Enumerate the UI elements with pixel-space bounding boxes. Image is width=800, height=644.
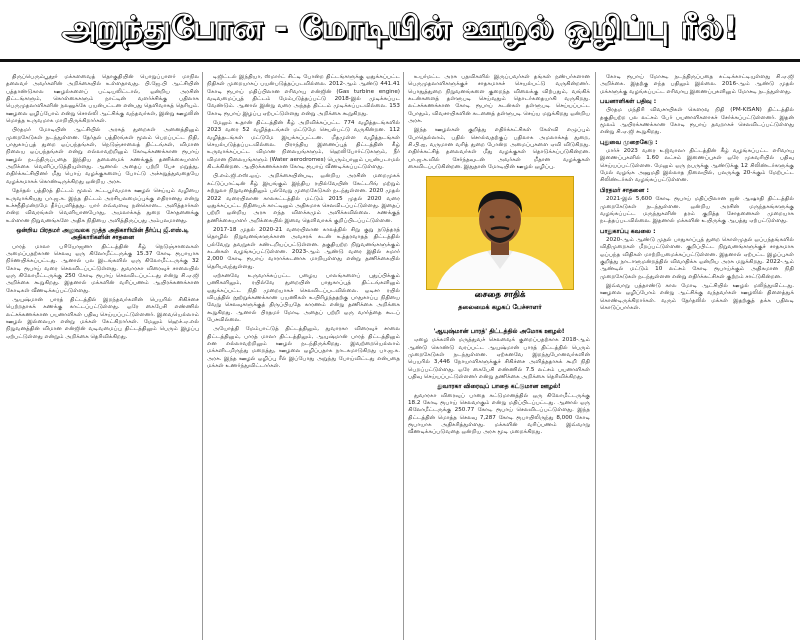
section-subheading: 'ஆயுஷ்மான் பாரத்' திட்டத்தில் அமோக ஊழல்! bbox=[433, 328, 565, 335]
article-paragraph: மேலும் உதான் திட்டத்தின் கீழ் அறிவிக்கப்பட்ட 774 வழித்தடங்களில் 2023 வரை 52 வழித்தடங்கள் மட்டுமே செயல்பட்டு வருகின்றன. 112 வழித்தடங்கள் மட்டுமே இயக்கப்பட்டன. மீதமுள்ள வழித்தடங்கள் செயல்படுத்தப்படவில்லை. பிராந்திய இணைப்புத் திட்டத்தின் கீழ் உருவாக்கப்பட்ட விமான நிலையங்களும், ஹெலிபோர்ட்டுகளும், நீர் விமான நிலையங்களும் (Water aerodromes) பெரும்பாலும் பயன்படாமல் கிடக்கின்றன. ஆயிரக்கணக்கான கோடி ரூபாய் வீணடிக்கப்பட்டுள்ளது. bbox=[207, 120, 400, 171]
headline-text: அறுந்துபோன - மோடியின் ஊழல் ஒழிப்பு ரீல்! bbox=[61, 9, 739, 46]
article-column-1 bbox=[6, 74, 199, 640]
author-photo bbox=[426, 176, 574, 290]
section-subheading: பாதுகாப்பு கவலை : bbox=[600, 227, 656, 235]
author-photo-box bbox=[408, 172, 590, 324]
column-divider bbox=[595, 72, 596, 640]
article-paragraph: டிஜிட்டல் இந்தியா, ஸ்மார்ட் சிட்டி போன்ற திட்டங்களுக்கு ஒதுக்கப்பட்ட நிதிகள் முறையாகப் பயன்படுத்தப்படவில்லை. 2012-ஆம் ஆண்டு 441.41 கோடி ரூபாய் மதிப்பிலான எரிவாயு என்ஜின் (Gas turbine engine) வடிவமைப்புத் திட்டம் மேம்படுத்தப்பட்டு 2018-இல் முடிக்கப்பட வேண்டும். ஆனால் இன்று வரை அந்தத் திட்டம் முடிக்கப்படவில்லை. 153 கோடி ரூபாய் இழப்பு ஏற்பட்டுள்ளது என்று அறிக்கை கூறுகிறது. bbox=[207, 74, 400, 117]
article-paragraph: ஏழை மக்களின் மருத்துவச் செலவைக் குறைப்பதற்காக 2018-ஆம் ஆண்டு கொண்டு வரப்பட்ட ஆயுஷ்மான் பாரத் திட்டத்தில் பெரும் முறைகேடுகள் நடந்துள்ளன. ஏற்கனவே இறந்துபோனவர்களின் பெயரில் 3,446 நோயாளிகளுக்குச் சிகிச்சை அளித்ததாகக் கூறி நிதி பெறப்பட்டுள்ளது. ஒரே கைபேசி எண்ணில் 7.5 லட்சம் பயனாளிகள் பதிவு செய்யப்பட்டுள்ளனர் என்று தணிக்கை அறிக்கை தெரிவிக்கிறது. bbox=[408, 337, 590, 381]
article-paragraph: பிரதமர் மோடியின் ஆட்சியில் அரசுத் துறைகள் அனைத்திலும் முறைகேடுகள் நடந்துள்ளன. தேர்தல் பத்திரங்கள் மூலம் பெறப்பட்ட நிதி, பாதுகாப்புத் துறை ஒப்பந்தங்கள், நெடுஞ்சாலைத் திட்டங்கள், விமான நிலைய ஒப்பந்தங்கள் என்று எல்லாவற்றிலும் கோடிக்கணக்கான ரூபாய் ஊழல் நடந்திருப்பதை இந்திய தலைமைக் கணக்குத் தணிக்கையாளர் அறிக்கை வெளிப்படுத்தியுள்ளது. ஆனால் அதைப் பற்றி பேச மறுத்து, எதிர்க்கட்சியினர் மீது பொய் வழக்குகளைப் போட்டு அச்சுறுத்துவதையே வழக்கமாகக் கொண்டிருக்கிறது ஒன்றிய அரசு. bbox=[6, 127, 199, 185]
article-paragraph: பிரதம மந்திரி விவசாயிகள் கௌரவ நிதி (PM-KISAN) திட்டத்தில் தகுதியற்ற பல லட்சம் பேர் பயனாளிகளாகச் சேர்க்கப்பட்டுள்ளனர். இதன் மூலம் ஆயிரக்கணக்கான கோடி ரூபாய் தவறாகச் செலவிடப்பட்டுள்ளது என்று சி.ஏ.ஜி கூறுகிறது. bbox=[600, 107, 794, 136]
section-subheading: பிரதமர் சாதனை : bbox=[600, 186, 649, 194]
column-divider bbox=[403, 72, 404, 640]
article-paragraph: துவாரகா விரைவுப் பாதை கட்டுமானத்தில் ஒரு கிலோமீட்டருக்கு 18.2 கோடி ரூபாய் செலவாகும் என்று மதிப்பிடப்பட்டது. ஆனால் ஒரு கிலோமீட்டருக்கு 250.77 கோடி ரூபாய் செலவிடப்பட்டுள்ளது. இந்த திட்டத்தின் மொத்த செலவு 7,287 கோடி ரூபாயிலிருந்து 8,000 கோடி ரூபாயாக அதிகரித்துள்ளது. மக்களின் வரிப்பணம் இவ்வாறு வீணடிக்கப்படுவதை ஒன்றிய அரசு மூடி மறைக்கிறது. bbox=[408, 392, 590, 436]
article-paragraph: இந்த ஊழல்கள் குறித்து எதிர்க்கட்சிகள் கேள்வி எழுப்பும் போதெல்லாம், பதில் சொல்வதற்குப் பதிலாக அமலாக்கத் துறை, சி.பி.ஐ, வருமான வரித் துறை போன்ற அமைப்புகளை ஏவி விடுகிறது. எதிர்க்கட்சித் தலைவர்கள் மீது வழக்குகள் தொடுக்கப்படுகின்றன. பா.ஜ.க.வில் சேர்ந்தவுடன் அவர்கள் மீதான வழக்குகள் கைவிடப்படுகின்றன. இதுதான் மோடியின் ஊழல் ஒழிப்பு. bbox=[408, 127, 590, 170]
article-column-2 bbox=[207, 74, 400, 640]
article-paragraph: இவ்வாறு பத்தாண்டு கால மோடி ஆட்சியில் ஊழல் மலிந்துவிட்டது. ஊழலை ஒழிப்போம் என்று ஆட்சிக்கு வந்தவர்கள் ஊழலில் திளைத்துக் கொண்டிருக்கிறார்கள். வரும் தேர்தலில் மக்கள் இதற்குத் தக்க பதிலடி கொடுப்பார்கள். bbox=[600, 282, 794, 311]
article-paragraph: மார்ச் 2023 வரை உஜ்வாலா திட்டத்தின் கீழ் வழங்கப்பட்ட எரிவாயு இணைப்புகளில் 1.60 லட்சம் இணைப்புகள் ஒரே முகவரியில் பதிவு செய்யப்பட்டுள்ளன. மேலும் ஒரு நபருக்கு ஆண்டுக்கு 12 சிலிண்டர்களுக்கு மேல் வழங்க அனுமதி இல்லாத நிலையில், பலருக்கு 20-க்கும் மேற்பட்ட சிலிண்டர்கள் வழங்கப்பட்டுள்ளன. bbox=[600, 148, 794, 184]
article-paragraph: ஆயுஷ்மான் பாரத் திட்டத்தில் இறந்தவர்களின் பெயரில் சிகிச்சை பெற்றதாகக் கணக்கு காட்டப்பட்டுள்ளது. ஒரே கைபேசி எண்ணில் லட்சக்கணக்கான பயனாளிகள் பதிவு செய்யப்பட்டுள்ளனர். இவையெல்லாம் ஊழல் இல்லையா என்று மக்கள் கேட்கிறார்கள். மேலும் ஹெச்.ஏ.எல் நிறுவனத்தின் விமான என்ஜின் வடிவமைப்பு திட்டத்திலும் பெரும் இழப்பு ஏற்பட்டுள்ளது என்றும் அறிக்கை தெரிவிக்கிறது. bbox=[6, 296, 199, 340]
article-paragraph: 2020-ஆம் ஆண்டு முதல் பாதுகாப்புத் துறை கொள்முதல் ஒப்பந்தங்களில் விதிமுறைகள் மீறப்பட்டுள்ளன. குறிப்பிட்ட நிறுவனங்களுக்குச் சாதகமாக ஒப்பந்த விதிகள் மாற்றியமைக்கப்பட்டுள்ளன. இதனால் ஏற்பட்ட இழப்புகள் குறித்து நாடாளுமன்றத்தில் விவாதிக்க ஒன்றிய அரசு மறுக்கிறது. 2022-ஆம் ஆண்டில் மட்டும் 10 லட்சம் கோடி ரூபாய்க்கும் அதிகமான நிதி முறைகேடுகள் நடந்துள்ளன என்று எதிர்க்கட்சிகள் குற்றம் சாட்டுகின்றன. bbox=[600, 236, 794, 280]
article-column-3-top bbox=[408, 74, 590, 170]
headline-banner bbox=[0, 0, 800, 62]
article-paragraph: பாரத் மாலா பரியோஜனா திட்டத்தின் கீழ் நெடுஞ்சாலைகள் அமைப்பதற்கான செலவு ஒரு கிலோமீட்டருக்கு 15.37 கோடி ரூபாயாக நிர்ணயிக்கப்பட்டது. ஆனால் பல இடங்களில் ஒரு கிலோமீட்டருக்கு 32 கோடி ரூபாய் வரை செலவிடப்பட்டுள்ளது. துவாரகா விரைவுச் சாலையில் ஒரு கிலோமீட்டருக்கு 250 கோடி ரூபாய் செலவிடப்பட்டது என்று சி.ஏ.ஜி அறிக்கை கூறுகிறது. இதனால் மக்களின் வரிப்பணம் ஆயிரக்கணக்கான கோடிகள் வீணடிக்கப்பட்டுள்ளது. bbox=[6, 243, 199, 294]
article-paragraph: அயோத்தி மேம்பாட்டுத் திட்டத்திலும், துவாரகா விரைவுச் சாலை திட்டத்திலும், பாரத் மாலா திட்டத்திலும், ஆயுஷ்மான் பாரத் திட்டத்திலும் என எல்லாவற்றிலும் ஊழல் நடந்திருக்கிறது. இவற்றையெல்லாம் மக்களிடமிருந்து மறைத்து, ஊழலை ஒழிப்பதாக நாடகமாடுகிறது பா.ஜ.க. அரசு. இந்த ஊழல் ஒழிப்பு ரீல் இப்போது அறுந்து போய்விட்டது என்பதை மக்கள் உணர்ந்துவிட்டார்கள். bbox=[207, 326, 400, 370]
article-paragraph: உயர்மட்ட அரசு பதவிகளில் இருப்பவர்கள் தங்கள் நண்பர்களான பெருமுதலாளிகளுக்குச் சாதகமாகச் செயல்பட்டு வருகின்றனர். பொதுத்துறை நிறுவனங்களை குறைந்த விலைக்கு விற்பதும், வங்கிக் கடன்களைத் தள்ளுபடி செய்வதும் தொடர்கதையாகி வருகிறது. லட்சக்கணக்கான கோடி ரூபாய் கடன்கள் தள்ளுபடி செய்யப்பட்ட போதும், விவசாயிகளின் கடனைத் தள்ளுபடி செய்ய மறுக்கிறது ஒன்றிய அரசு. bbox=[408, 74, 590, 125]
section-subheading: துவாரகா விரைவுப் பாதை கட்டுமான ஊழல்! bbox=[437, 383, 561, 391]
article-paragraph: திருப்பெரும்பூதூர் மக்களவைத் தொகுதியின் பொறுப்பாளர் மாநில தலைவர் அவர்களின் அறிக்கையில் உள்ளதாவது. பி.ஜே.பி ஆட்சியின் பத்தாண்டுகால ஊழல்களைப் பட்டியலிட்டால், ஒன்றிய அரசின் திட்டங்களும், கொள்கைகளும் நாட்டின் வளர்ச்சிக்கு பதிலாக பெருமுதலாளிகளின் நலனுக்கே பயன்பட்டன என்பது தெளிவாகத் தெரியும். ஊழலை ஒழிப்போம் என்று சொல்லி ஆட்சிக்கு வந்தவர்கள், இன்று ஊழலின் மொத்த உருவமாக மாறியிருக்கிறார்கள். bbox=[6, 74, 199, 125]
column-divider bbox=[202, 72, 203, 640]
article-paragraph: 2017-18 முதல் 2020-21 வரையிலான காலத்தில் சிறு குறு நடுத்தரத் தொழில் நிறுவனங்களுக்கான அவசரக் கடன் உத்தரவாதத் திட்டத்தில் பல்வேறு தவறுகள் கண்டறியப்பட்டுள்ளன. தகுதியற்ற நிறுவனங்களுக்கும் கடன்கள் வழங்கப்பட்டுள்ளன. 2023-ஆம் ஆண்டு வரை இதில் சுமார் 2,000 கோடி ரூபாய் வாராக்கடனாக மாறியுள்ளது என்று தணிக்கையில் தெரியவந்துள்ளது. bbox=[207, 226, 400, 270]
article-paragraph: கோடி ரூபாய் மோசடி நடந்திருப்பதை சுட்டிக்காட்டியுள்ளது சி.ஏ.ஜி அறிக்கை. இதற்கு எந்த பதிலும் இல்லை. 2016-ஆம் ஆண்டு முதல் மக்களுக்கு வழங்கப்பட்ட எரிவாயு இணைப்புகளிலும் மோசடி நடந்துள்ளது. bbox=[600, 74, 794, 95]
article-column-4 bbox=[600, 74, 794, 640]
article-paragraph: பி.எம்.ஜி.எஸ்.ஒய். அறிக்கையின்படி, ஒன்றிய அரசின் மறைமுகக் கட்டுப்பாட்டின் கீழ் இயங்கும் இந்திய ரயில்வேயின் கேட்டரிங் மற்றும் சுற்றுலா நிறுவனத்திலும் பல்வேறு முறைகேடுகள் நடந்துள்ளன. 2020 முதல் 2022 வரையிலான காலகட்டத்தில் மட்டும் 2015 முதல் 2020 வரை ஒதுக்கப்பட்ட நிதியைக் காட்டிலும் அதிகமாக செலவிடப்பட்டுள்ளது. இதைப் பற்றி ஒன்றிய அரசு எந்த விளக்கமும் அளிக்கவில்லை. கணக்குத் தணிக்கையாளர் அறிக்கையில் இவை தெளிவாகக் குறிப்பிடப்பட்டுள்ளன. bbox=[207, 173, 400, 224]
section-subheading: புதுவை முறைகேடு : bbox=[600, 138, 658, 146]
section-subheading: ஒன்றிய பிரதமர் அலுவலக மூத்த அதிகாரியின் தீர்ப்பு ஜீ.எஸ்.டி அதிகாரிகளின் சாதனை bbox=[16, 226, 189, 242]
article-paragraph: 2021-இல் 5,600 கோடி ரூபாய் மதிப்பிலான ஜன் ஆஷாதி திட்டத்தில் முறைகேடுகள் நடந்துள்ளன. ஒன்றிய அரசின் மருந்தகங்களுக்கு வழங்கப்பட்ட மருந்துகளின் தரம் குறித்த சோதனைகள் முறையாக நடத்தப்படவில்லை. இதனால் மக்களின் உயிருக்கு ஆபத்து ஏற்பட்டுள்ளது. bbox=[600, 196, 794, 225]
article-paragraph: ஏற்கனவே உருவாக்கப்பட்ட பழைய பாலங்களைப் புதுப்பிக்கும் பணிகளிலும், ரயில்வே துறையின் பாதுகாப்புத் திட்டங்களிலும் ஒதுக்கப்பட்ட நிதி முறையாகச் செலவிடப்படவில்லை. ஒடிசா ரயில் விபத்தில் நூற்றுக்கணக்கான பயணிகள் உயிரிழந்ததற்கு பாதுகாப்பு நிதியை வேறு செலவுகளுக்குத் திருப்பியதே காரணம் என்று தணிக்கை அறிக்கை கூறுகிறது. ஆனால் பிரதமர் மோடி அதைப் பற்றி ஒரு வார்த்தை கூடப் பேசவில்லை. bbox=[207, 272, 400, 323]
section-subheading: பயனாளிகள் பதிவு : bbox=[600, 98, 657, 106]
author-name: சைதை சாதிக் bbox=[474, 290, 526, 300]
photo-caption bbox=[426, 290, 574, 312]
author-portrait-image bbox=[427, 177, 573, 289]
article-column-3-bottom bbox=[408, 328, 590, 640]
article-paragraph: தேர்தல் பத்திரத் திட்டம் மூலம் சட்டபூர்வமாக ஊழல் செய்யும் வழியை உருவாக்கியது பா.ஜ.க. இந்த திட்டம் அரசியலமைப்புக்கு எதிரானது என்று உச்சநீதிமன்றமே தீர்ப்பளித்தது. யார் எவ்வளவு நன்கொடை அளித்தார்கள் என்ற விவரங்கள் வெளியானபோது, அமலாக்கத் துறை சோதனைக்கு உள்ளான நிறுவனங்களே அதிக நிதியை அளித்திருப்பது அம்பலமானது. bbox=[6, 188, 199, 224]
author-role: தலைமைக் கழகப் பேச்சாளர் bbox=[458, 303, 542, 311]
